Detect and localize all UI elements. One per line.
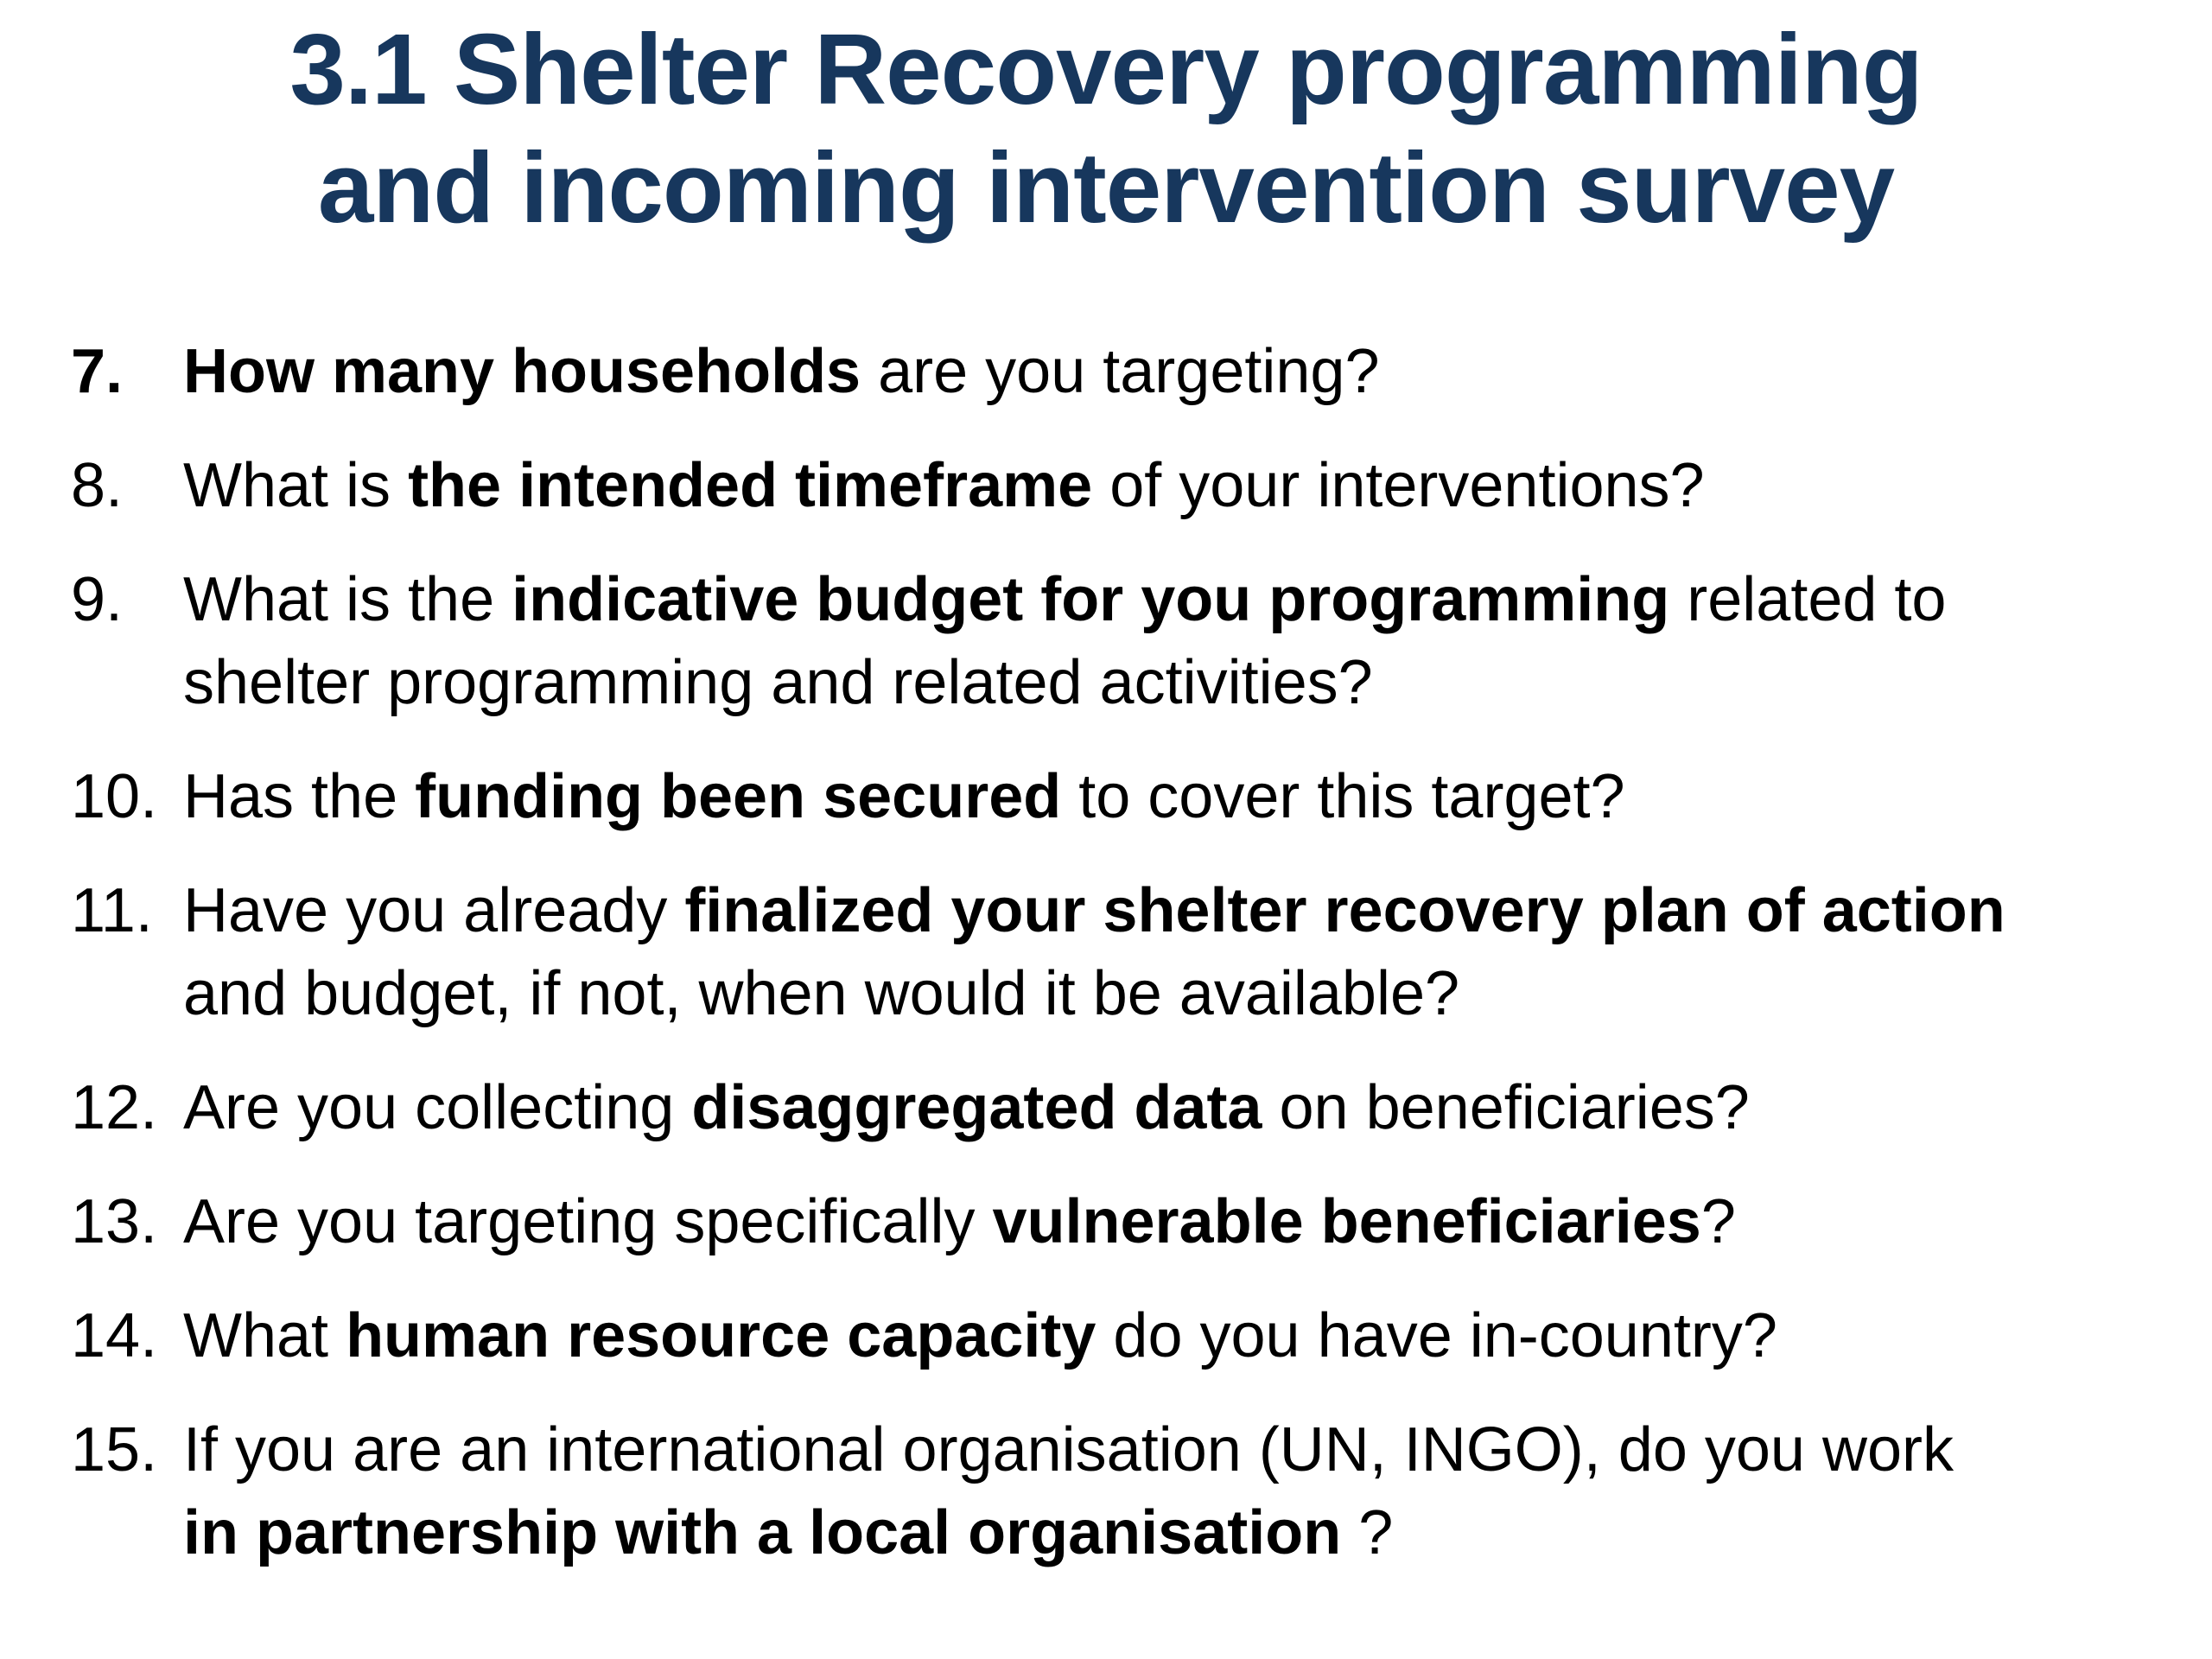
question-number: 14. [71, 1300, 158, 1370]
question-text [183, 1180, 2136, 1263]
question-number: 11. [71, 875, 153, 945]
text-segment: Have you already [183, 875, 685, 945]
question-list [0, 330, 2212, 1574]
question-line [183, 869, 2136, 952]
text-segment: and budget, if not, when would it be available? [183, 958, 1460, 1028]
question-line [183, 444, 2136, 527]
slide-title-line-2: and incoming intervention survey [317, 130, 1895, 244]
question-text [183, 869, 2136, 1035]
text-segment: related to [1669, 564, 1947, 634]
question-item-7 [71, 330, 2136, 413]
text-segment: What is [183, 450, 409, 520]
question-line [183, 558, 2136, 641]
text-segment: Has the [183, 761, 416, 831]
text-segment: Are you targeting specifically [183, 1186, 993, 1256]
question-line [183, 1491, 2136, 1574]
question-number: 8. [71, 450, 124, 520]
question-number: 10. [71, 761, 158, 831]
question-item-14 [71, 1294, 2136, 1377]
question-text [183, 755, 2136, 838]
text-segment: indicative budget for you programming [512, 564, 1670, 634]
text-segment: If you are an international organisation (UN, INGO), do you work [183, 1414, 1954, 1484]
question-item-11 [71, 869, 2136, 1035]
question-item-13 [71, 1180, 2136, 1263]
question-text [183, 330, 2136, 413]
text-segment: What is the [183, 564, 512, 634]
text-segment: on beneficiaries? [1262, 1072, 1750, 1142]
question-item-15 [71, 1408, 2136, 1574]
question-text [183, 558, 2136, 724]
question-line [183, 755, 2136, 838]
text-segment: Are you collecting [183, 1072, 692, 1142]
question-number: 15. [71, 1414, 158, 1484]
slide-title [0, 0, 2212, 247]
question-line [183, 1408, 2136, 1491]
question-text [183, 1066, 2136, 1149]
question-line [183, 1180, 2136, 1263]
text-segment: finalized your shelter recovery plan of action [684, 875, 2005, 945]
question-line [183, 330, 2136, 413]
text-segment: human resource capacity [346, 1300, 1096, 1370]
text-segment: are you targeting? [861, 336, 1380, 406]
question-number: 9. [71, 564, 124, 634]
text-segment: of your interventions? [1092, 450, 1705, 520]
text-segment: ? [1700, 1186, 1736, 1256]
text-segment: shelter programming and related activities? [183, 647, 1373, 717]
question-text [183, 1408, 2136, 1574]
text-segment: vulnerable beneficiaries [992, 1186, 1701, 1256]
question-line [183, 1066, 2136, 1149]
text-segment: ? [1341, 1497, 1394, 1567]
text-segment: How many households [183, 336, 861, 406]
question-item-10 [71, 755, 2136, 838]
text-segment: What [183, 1300, 346, 1370]
question-item-12 [71, 1066, 2136, 1149]
question-line [183, 952, 2136, 1035]
question-number: 7. [71, 336, 124, 406]
question-text [183, 1294, 2136, 1377]
text-segment: funding been secured [415, 761, 1062, 831]
question-text [183, 444, 2136, 527]
text-segment: to cover this target? [1061, 761, 1625, 831]
question-number: 13. [71, 1186, 158, 1256]
text-segment: disaggregated data [691, 1072, 1262, 1142]
question-item-9 [71, 558, 2136, 724]
question-number: 12. [71, 1072, 158, 1142]
text-segment: the intended timeframe [408, 450, 1093, 520]
text-segment: in partnership with a local organisation [183, 1497, 1342, 1567]
question-line [183, 641, 2136, 724]
slide-title-line-1: 3.1 Shelter Recovery programming [289, 13, 1923, 125]
text-segment: do you have in-country? [1096, 1300, 1777, 1370]
question-item-8 [71, 444, 2136, 527]
question-line [183, 1294, 2136, 1377]
